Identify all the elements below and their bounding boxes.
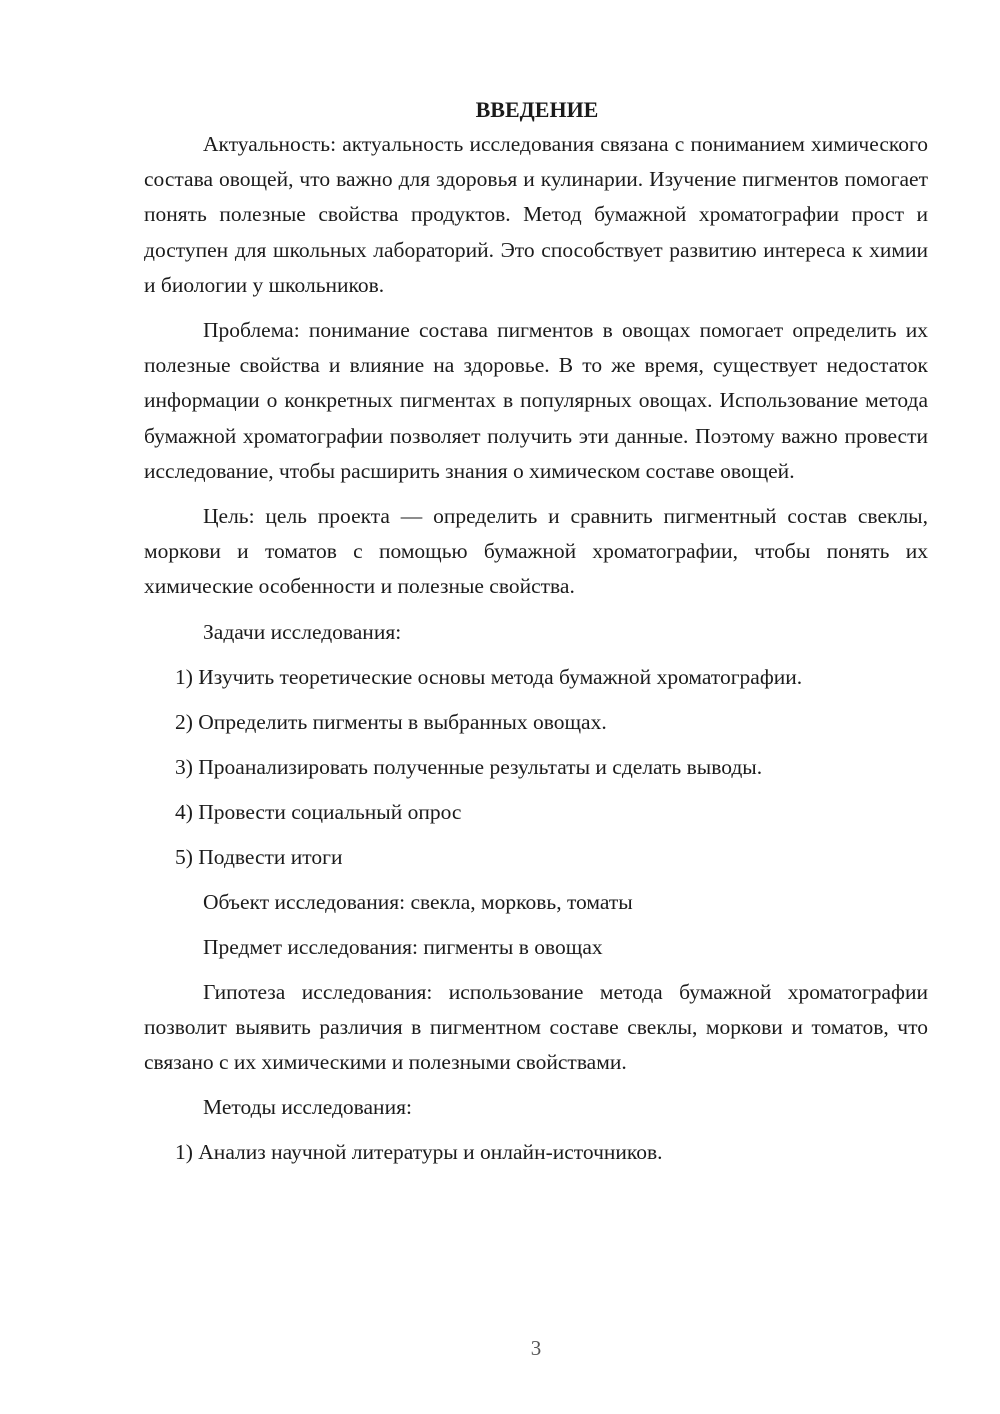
relevance-paragraph: Актуальность: актуальность исследования связана с пониманием химического состава овощей, что важно для здоровья и кулинарии. Изучение пигментов помогает понять полезные свойства продуктов. Метод бумажной хроматографии прост и доступен для школьных лабораторий. Это способствует развитию интереса к химии и биологии у школьников. (144, 132, 928, 297)
task-item: 2) Определить пигменты в выбранных овощах. (175, 709, 607, 734)
problem-paragraph: Проблема: понимание состава пигментов в овощах помогает определить их полезные свойства и влияние на здоровье. В то же время, существует недостаток информации о конкретных пигментах в популярных овощах. Использование метода бумажной хроматографии позволяет получить эти данные. Поэтому важно провести исследование, чтобы расширить знания о химическом составе овощей. (144, 318, 928, 483)
research-object: Объект исследования: свекла, морковь, томаты (203, 889, 633, 914)
methods-heading: Методы исследования: (203, 1095, 412, 1120)
research-subject: Предмет исследования: пигменты в овощах (203, 934, 603, 959)
task-item: 5) Подвести итоги (175, 844, 343, 869)
task-item: 3) Проанализировать полученные результаты и сделать выводы. (175, 754, 763, 779)
task-item: 1) Изучить теоретические основы метода бумажной хроматографии. (175, 664, 803, 689)
document-page (144, 92, 928, 1180)
page-title: ВВЕДЕНИЕ (475, 97, 599, 122)
method-item: 1) Анализ научной литературы и онлайн-источников. (175, 1140, 663, 1165)
task-item: 4) Провести социальный опрос (175, 799, 462, 824)
page-number: 3 (530, 1336, 542, 1360)
hypothesis-paragraph: Гипотеза исследования: использование метода бумажной хроматографии позволит выявить различия в пигментном составе свеклы, моркови и томатов, что связано с их химическими и полезными свойствами. (144, 979, 928, 1075)
goal-paragraph: Цель: цель проекта — определить и сравнить пигментный состав свеклы, моркови и томатов с помощью бумажной хроматографии, чтобы понять их химические особенности и полезные свойства. (144, 504, 928, 599)
tasks-heading: Задачи исследования: (203, 619, 402, 644)
